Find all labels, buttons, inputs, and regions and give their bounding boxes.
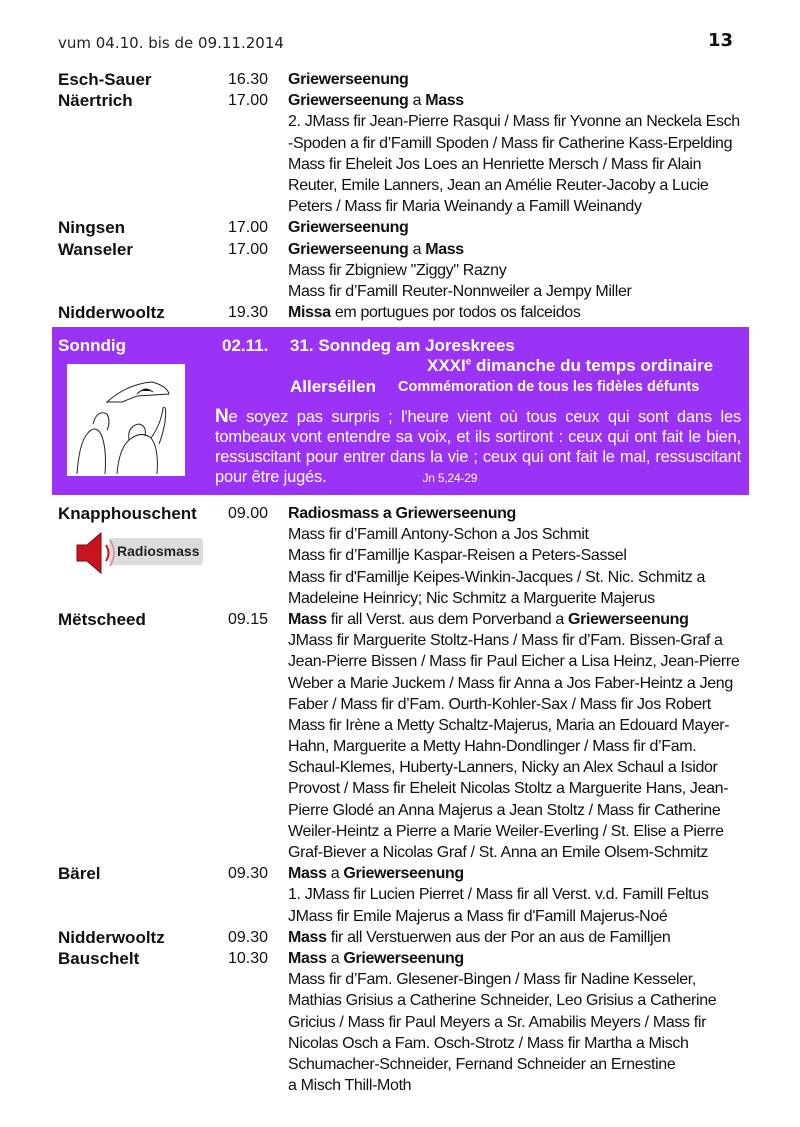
schedule-row <box>58 1075 758 1096</box>
service-description: Radiosmass a Griewerseenung <box>288 505 516 522</box>
service-time: 09.30 <box>228 928 269 946</box>
schedule-row <box>58 196 758 217</box>
service-description: 2. JMass fir Jean-Pierre Rasqui / Mass fir Yvonne an Neckela Esch <box>288 113 740 131</box>
schedule-row <box>58 545 758 566</box>
parish-name: Nidderwooltz <box>58 927 165 947</box>
header-date-range: vum 04.10. bis de 09.11.2014 <box>58 34 284 52</box>
radiosmass-label: Radiosmass <box>117 543 200 559</box>
service-description: Schumacher-Schneider, Fernand Schneider an Ernestine <box>288 1055 676 1073</box>
schedule-row <box>58 757 758 778</box>
schedule-row <box>58 778 758 799</box>
service-description: Weiler-Heintz a Pierre a Marie Weiler-Everling / St. Elise a Pierre <box>288 822 724 840</box>
schedule-row <box>58 239 758 260</box>
service-description: JMass fir Emile Majerus a Mass fir d'Famill Majerus-Noé <box>288 907 668 925</box>
service-description: Griewerseenung a Mass <box>288 92 464 110</box>
parish-name: Ningsen <box>58 218 126 238</box>
service-description: 1. JMass fir Lucien Pierret / Mass fir all Verst. v.d. Famill Feltus <box>288 886 709 904</box>
schedule-row <box>58 302 758 323</box>
service-description: Reuter, Emile Lanners, Jean an Amélie Reuter-Jacoby a Lucie <box>288 176 709 194</box>
service-time: 09.30 <box>228 865 269 883</box>
schedule-row <box>58 1033 758 1054</box>
schedule-row <box>58 90 758 111</box>
service-description: a Misch Thill-Moth <box>288 1077 412 1095</box>
schedule-row <box>58 884 758 905</box>
service-description: Missa em portugues por todos os falceidos <box>288 304 581 322</box>
service-description: Mathias Grisius a Catherine Schneider, Leo Grisius a Catherine <box>288 992 717 1010</box>
schedule-row <box>58 111 758 132</box>
schedule-row <box>58 673 758 694</box>
schedule-row <box>58 1012 758 1033</box>
service-description: Pierre Glodé an Anna Majerus a Jean Stoltz / Mass fir Catherine <box>288 801 721 819</box>
schedule-row <box>58 948 758 969</box>
service-time: 17.00 <box>228 219 269 237</box>
service-description: Mass fir Eheleit Jos Loes an Henriette Mersch / Mass fir Alain <box>288 155 702 173</box>
schedule-row <box>58 69 758 90</box>
schedule-row <box>58 217 758 238</box>
sunday-title: 31. Sonndeg am Joreskrees <box>290 336 515 355</box>
resurrection-illustration <box>67 364 185 476</box>
service-description: Mass fir d’Famillje Kaspar-Reisen a Peters-Sassel <box>288 547 627 565</box>
service-description: Griewerseenung <box>288 219 409 237</box>
service-description: Madeleine Heinricy; Nic Schmitz a Marguerite Majerus <box>288 589 655 607</box>
service-time: 17.00 <box>228 92 269 110</box>
schedule-row <box>58 800 758 821</box>
page-number: 13 <box>708 30 734 51</box>
schedule-row <box>58 842 758 863</box>
service-time: 17.00 <box>228 240 269 258</box>
service-description: Schaul-Klemes, Huberty-Lanners, Nicky an Alex Schaul a Isidor <box>288 759 718 777</box>
service-description: Mass a Griewerseenung <box>288 949 464 967</box>
parish-name: Nidderwooltz <box>58 303 165 323</box>
service-description: Griewerseenung a Mass <box>288 240 464 258</box>
service-description: Weber a Marie Juckem / Mass fir Anna a Jos Faber-Heintz a Jeng <box>288 674 733 692</box>
parish-name: Bauschelt <box>58 948 140 968</box>
service-description: Peters / Mass fir Maria Weinandy a Famill Weinandy <box>288 198 642 216</box>
service-description: Mass fir all Verstuerwen aus der Por an aus de Familljen <box>288 928 671 946</box>
service-description: JMass fir Marguerite Stoltz-Hans / Mass fir d’Fam. Bissen-Graf a <box>288 632 723 650</box>
schedule-row <box>58 736 758 757</box>
schedule-row <box>58 503 758 524</box>
service-description: Faber / Mass fir d’Fam. Ourth-Kohler-Sax / Mass fir Jos Robert <box>288 695 711 713</box>
schedule-row <box>58 154 758 175</box>
parish-name: Esch-Sauer <box>58 70 152 89</box>
service-description: Mass a Griewerseenung <box>288 865 464 883</box>
resurrection-drawing <box>67 364 185 476</box>
schedule-row <box>58 863 758 884</box>
schedule-row <box>58 630 758 651</box>
schedule-row <box>58 990 758 1011</box>
service-description: Mass fir d'Famillje Keipes-Winkin-Jacques / St. Nic. Schmitz a <box>288 568 706 586</box>
schedule-row <box>58 821 758 842</box>
service-time: 09.15 <box>228 610 269 628</box>
service-description: Mass fir Zbigniew "Ziggy" Razny <box>288 261 507 279</box>
schedule-row <box>58 588 758 609</box>
service-description: Gricius / Mass fir Paul Meyers a Sr. Amabilis Meyers / Mass fir <box>288 1013 707 1031</box>
schedule-row <box>58 715 758 736</box>
parish-name: Wanseler <box>58 239 133 259</box>
schedule-row <box>58 927 758 948</box>
schedule-row <box>58 969 758 990</box>
service-time: 09.00 <box>228 505 269 522</box>
schedule-row <box>58 651 758 672</box>
parish-name: Näertrich <box>58 91 133 111</box>
sunday-banner <box>52 327 749 495</box>
feast-lu: Allerséilen <box>290 377 376 396</box>
service-time: 19.30 <box>228 304 269 322</box>
schedule-row <box>58 694 758 715</box>
schedule-row <box>58 609 758 630</box>
service-description: Nicolas Osch a Fam. Osch-Strotz / Mass fir Martha a Misch <box>288 1034 689 1052</box>
parish-name: Mëtscheed <box>58 609 146 629</box>
schedule-row <box>58 906 758 927</box>
service-description: Hahn, Marguerite a Metty Hahn-Dondlinger / Mass fir d’Fam. <box>288 738 697 756</box>
schedule-row <box>58 133 758 154</box>
service-description: Graf-Biever a Nicolas Graf / St. Anna an Emile Olsem-Schmitz <box>288 844 709 861</box>
feast-fr: Commémoration de tous les fidèles défunts <box>398 379 700 395</box>
service-time: 16.30 <box>228 71 269 88</box>
gospel-reference: Jn 5,24-29 <box>422 471 478 485</box>
sunday-date: 02.11. <box>222 336 269 355</box>
sunday-title-fr: XXXIe dimanche du temps ordinaire <box>427 356 714 375</box>
service-description: Mass fir d’Famill Reuter-Nonnweiler a Jempy Miller <box>288 282 632 300</box>
gospel-quote: Ne soyez pas surpris ; l'heure vient où tous ceux qui sont dans les tombeaux vont entendre sa voix, et ils sortiront : ceux qui ont fait le bien, ressuscitant pour entrer dans la vie ; ceux qui ont fait le mal, ressuscitant pour être jugés. Jn 5,24-29 <box>215 406 741 486</box>
service-description: Mass fir d’Fam. Glesener-Bingen / Mass fir Nadine Kesseler, <box>288 971 696 989</box>
service-description: Griewerseenung <box>288 71 409 88</box>
schedule-block-saturday <box>58 69 758 323</box>
service-description: Jean-Pierre Bissen / Mass fir Paul Eicher a Lisa Heinz, Jean-Pierre <box>288 653 740 671</box>
schedule-row <box>58 1054 758 1075</box>
schedule-row <box>58 281 758 302</box>
schedule-row <box>58 567 758 588</box>
service-time: 10.30 <box>228 949 269 967</box>
parish-name: Bärel <box>58 864 101 884</box>
service-description: -Spoden a fir d’Famill Spoden / Mass fir Catherine Kass-Erpelding <box>288 134 733 152</box>
service-description: Mass fir d’Famill Antony-Schon a Jos Schmit <box>288 526 589 544</box>
service-description: Provost / Mass fir Eheleit Nicolas Stoltz a Marguerite Hans, Jean- <box>288 780 729 798</box>
schedule-row <box>58 524 758 545</box>
service-description: Mass fir Irène a Metty Schaltz-Majerus, Maria an Edouard Mayer- <box>288 716 730 734</box>
schedule-block-sunday <box>58 503 758 1096</box>
schedule-row <box>58 260 758 281</box>
parish-name: Knapphouschent <box>58 504 197 523</box>
schedule-row <box>58 175 758 196</box>
sunday-day: Sonndig <box>58 336 126 355</box>
service-description: Mass fir all Verst. aus dem Porverband a Griewerseenung <box>288 610 689 628</box>
